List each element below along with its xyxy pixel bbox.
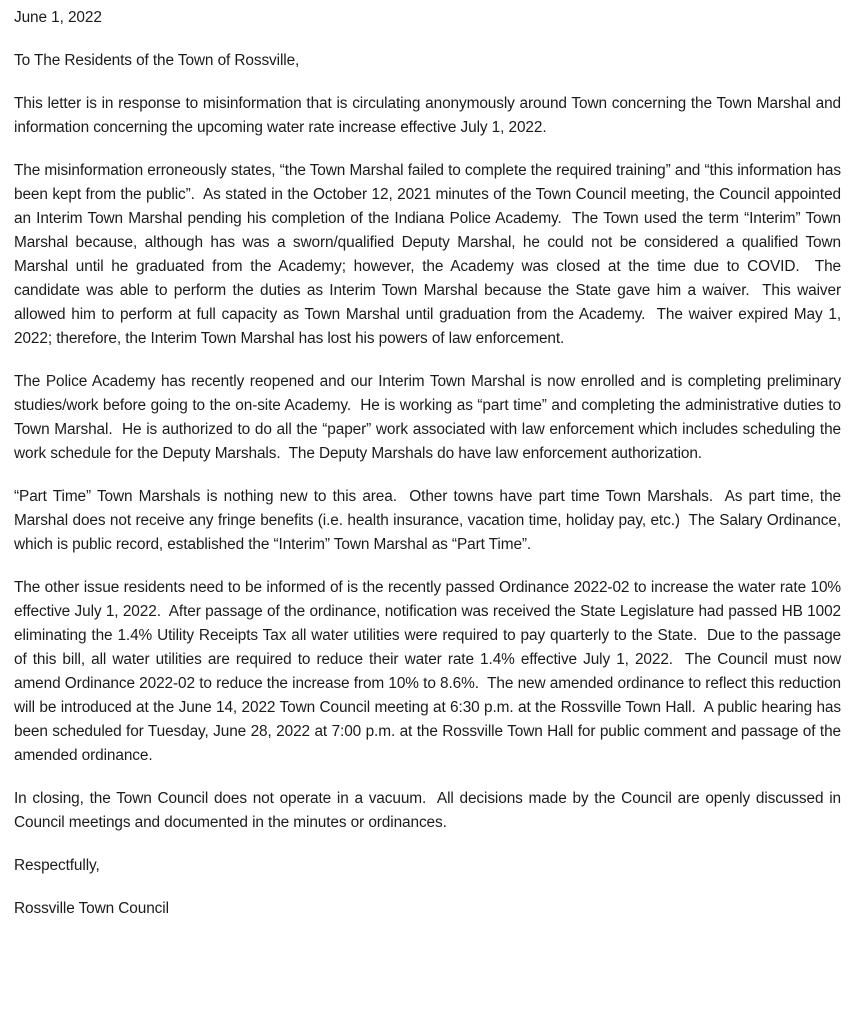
- letter-paragraph-closing-statement: In closing, the Town Council does not operate in a vacuum. All decisions made by the Council are openly discussed in Council meetings and documented in the minutes or ordinances.: [14, 790, 846, 831]
- letter-salutation: To The Residents of the Town of Rossville,: [14, 52, 300, 69]
- letter-signature: Rossville Town Council: [14, 900, 169, 917]
- letter-paragraph-misinformation: The misinformation erroneously states, “the Town Marshal failed to complete the required training” and “this information has been kept from the public”. As stated in the October 12, 2021 minutes of the Town Council meeting, the Council appointed an Interim Town Marshal pending his completion of the Indiana Police Academy. The Town used the term “Interim” Town Marshal because, although has was a sworn/qualified Deputy Marshal, he could not be considered a qualified Town Marshal until he graduated from the Academy; however, the Academy was closed at the time due to COVID. The candidate was able to perform the duties as Interim Town Marshal because the State gave him a waiver. This waiver allowed him to perform at full capacity as Town Marshal until graduation from the Academy. The waiver expired May 1, 2022; therefore, the Interim Town Marshal has lost his powers of law enforcement.: [14, 162, 846, 347]
- letter-date: June 1, 2022: [14, 9, 102, 26]
- letter-paragraph-water-rate: The other issue residents need to be informed of is the recently passed Ordinance 2022-02 to increase the water rate 10% effective July 1, 2022. After passage of the ordinance, notification was received the State Legislature had passed HB 1002 eliminating the 1.4% Utility Receipts Tax all water utilities were required to pay quarterly to the State. Due to the passage of this bill, all water utilities are required to reduce their water rate 1.4% effective July 1, 2022. The Council must now amend Ordinance 2022-02 to reduce the increase from 10% to 8.6%. The new amended ordinance to reflect this reduction will be introduced at the June 14, 2022 Town Council meeting at 6:30 p.m. at the Rossville Town Hall. A public hearing has been scheduled for Tuesday, June 28, 2022 at 7:00 p.m. at the Rossville Town Hall for public comment and passage of the amended ordinance.: [14, 579, 846, 764]
- letter-paragraph-part-time: “Part Time” Town Marshals is nothing new to this area. Other towns have part time Town Marshals. As part time, the Marshal does not receive any fringe benefits (i.e. health insurance, vacation time, holiday pay, etc.) The Salary Ordinance, which is public record, established the “Interim” Town Marshal as “Part Time”.: [14, 488, 846, 553]
- letter-paragraph-police-academy: The Police Academy has recently reopened and our Interim Town Marshal is now enrolled and is completing preliminary studies/work before going to the on-site Academy. He is working as “part time” and completing the administrative duties to Town Marshal. He is authorized to do all the “paper” work associated with law enforcement which includes scheduling the work schedule for the Deputy Marshals. The Deputy Marshals do have law enforcement authorization.: [14, 373, 846, 462]
- letter-paragraph-intro: This letter is in response to misinformation that is circulating anonymously around Town concerning the Town Marshal and information concerning the upcoming water rate increase effective July 1, 2022.: [14, 95, 846, 136]
- letter-valediction: Respectfully,: [14, 857, 100, 874]
